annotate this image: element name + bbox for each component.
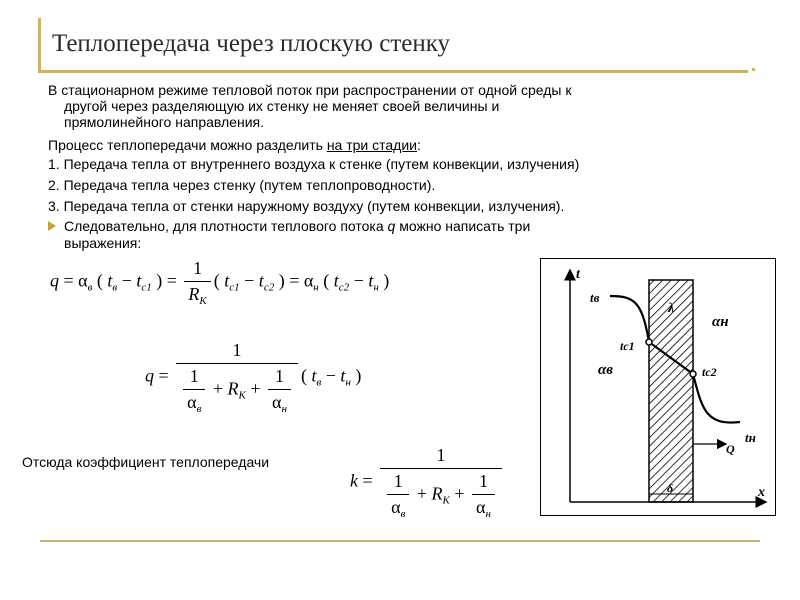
flow-label: Q bbox=[726, 442, 735, 456]
stage-3: 3. Передача тепла от стенки наружному воздуху (путем конвекции, излучения). bbox=[48, 198, 565, 214]
koef-label: Отсюда коэффициент теплопередачи bbox=[22, 454, 270, 470]
tn-label: tн bbox=[745, 430, 756, 445]
formula-1: $q = \alpha_в$ ( $t_в - t_{c1}$ ) = $\frac{1}{R_K}$ ( $t_{c1} - t_{c2}$ ) = $\alpha_н$ ( $t_{c2} - t_н$ ) bbox=[50, 258, 390, 307]
intro-line-1: В стационарном режиме тепловой поток при распространении от одной среды к bbox=[48, 82, 572, 98]
intro-line-3: прямолинейного направления. bbox=[64, 114, 264, 130]
formula-3: k = 1 $\frac{1}{\alpha_в}$ + $R_K$ + $\frac{1}{\alpha_н}$ bbox=[350, 445, 505, 520]
bottom-rule bbox=[40, 540, 760, 542]
process-underlined: на три стадии bbox=[326, 137, 417, 153]
lambda-label: λ bbox=[668, 301, 675, 316]
process-prefix: Процесс теплопередачи можно разделить bbox=[48, 137, 327, 153]
rule-end-mark bbox=[752, 68, 755, 71]
tc1-point bbox=[646, 339, 652, 345]
stage-1: 1. Передача тепла от внутреннего воздуха к стенке (путем конвекции, излучения) bbox=[48, 156, 580, 172]
intro-line-2: другой через разделяющую их стенку не меняет своей величины и bbox=[64, 98, 500, 114]
bullet-icon bbox=[48, 221, 56, 231]
wall-temperature-diagram bbox=[540, 258, 776, 516]
axis-t-label: t bbox=[576, 267, 580, 282]
tc2-label: tc2 bbox=[702, 365, 717, 379]
process-suffix: : bbox=[417, 137, 421, 153]
tv-label: tв bbox=[590, 290, 600, 305]
bullet-line-1 bbox=[64, 218, 530, 234]
tc1-label: tc1 bbox=[620, 339, 635, 353]
process-intro bbox=[48, 137, 421, 153]
title-accent-vertical bbox=[38, 18, 41, 70]
formula-2: q = 1 $\frac{1}{\alpha_в}$ + $R_K$ + $\frac{1}{\alpha_н}$ ( $t_в - t_н$ ) bbox=[145, 340, 362, 415]
stage-2: 2. Передача тепла через стенку (путем теплопроводности). bbox=[48, 177, 436, 193]
bullet-line-1-a: Следовательно, для плотности теплового потока bbox=[64, 218, 388, 234]
bullet-line-2: выражения: bbox=[64, 235, 142, 251]
delta-label: δ bbox=[667, 481, 674, 495]
tc2-point bbox=[690, 371, 696, 377]
alpha-n-label: αн bbox=[712, 314, 729, 330]
alpha-v-label: αв bbox=[598, 362, 613, 378]
bullet-line-1-q: q bbox=[387, 218, 396, 234]
axis-x-label: x bbox=[758, 485, 765, 500]
title-accent-rule bbox=[38, 70, 748, 73]
slide-title: Теплопередача через плоскую стенку bbox=[52, 30, 451, 57]
bullet-line-1-b: можно написать три bbox=[395, 218, 531, 234]
